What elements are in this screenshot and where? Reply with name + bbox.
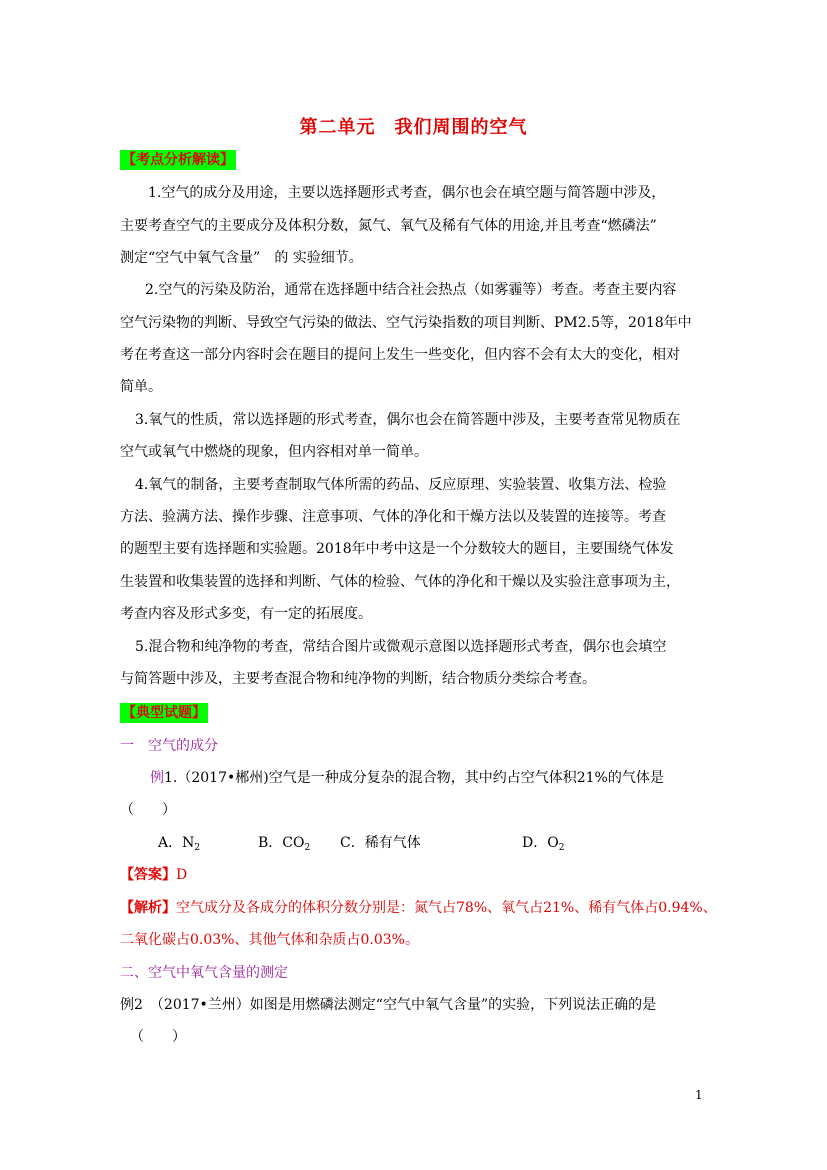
analysis-line: 3.氧气的性质，常以选择题的形式考查，偶尔也会在简答题中涉及，主要考查常见物质在 xyxy=(135,412,681,428)
analysis-line: 主要考查空气的主要成分及体积分数，氮气、氧气及稀有气体的用途,并且考查“燃磷法” xyxy=(120,218,657,234)
analysis-line: 空气或氧气中燃烧的现象，但内容相对单一简单。 xyxy=(120,444,428,460)
analysis-line: 简单。 xyxy=(120,379,162,395)
option-b-text: B．CO xyxy=(258,835,305,851)
analysis-label: 【解析】 xyxy=(120,900,176,916)
example2-question: 例2 （2017•兰州）如图是用燃磷法测定“空气中氧气含量”的实验，下列说法正确的是 xyxy=(120,997,657,1013)
example1-answer xyxy=(120,865,187,885)
example1-question-text: 1.（2017•郴州)空气是一种成分复杂的混合物，其中约占空气体积21%的气体是 xyxy=(164,770,664,786)
option-c xyxy=(340,833,421,853)
analysis-line: 1.空气的成分及用途，主要以选择题形式考查，偶尔也会在填空题与简答题中涉及， xyxy=(148,185,666,201)
answer-value: D xyxy=(176,867,188,883)
example2-bracket: （ ） xyxy=(130,1029,186,1045)
example1-analysis-line1 xyxy=(120,898,717,918)
option-c-text: C．稀有气体 xyxy=(340,835,421,851)
analysis-text-1: 空气成分及各成分的体积分数分别是：氮气占78%、氧气占21%、稀有气体占0.94%、 xyxy=(176,900,717,916)
analysis-line: 与简答题中涉及，主要考查混合物和纯净物的判断，结合物质分类综合考查。 xyxy=(120,671,596,687)
page-number: 1 xyxy=(695,1088,703,1102)
option-d-sub: 2 xyxy=(558,843,565,853)
analysis-line: 空气污染物的判断、导致空气污染的做法、空气污染指数的项目判断、PM2.5等，2018年中 xyxy=(120,315,692,331)
analysis-line: 考在考查这一部分内容时会在题目的提问上发生一些变化，但内容不会有太大的变化，相对 xyxy=(120,347,680,363)
example-label: 例 xyxy=(150,770,164,786)
option-d xyxy=(522,833,564,858)
option-d-text: D．O xyxy=(522,835,559,851)
page-title: 第二单元 我们周围的空气 xyxy=(299,117,528,138)
option-b-sub: 2 xyxy=(304,843,311,853)
analysis-line: 5.混合物和纯净物的考查，常结合图片或微观示意图以选择题形式考查，偶尔也会填空 xyxy=(135,639,667,655)
section-tag-analysis: 【考点分析解读】 xyxy=(122,152,234,168)
option-b xyxy=(258,833,310,858)
analysis-line: 4.氧气的制备，主要考查制取气体所需的药品、反应原理、实验装置、收集方法、检验 xyxy=(135,477,667,493)
example1-bracket: （ ） xyxy=(120,802,176,818)
example1-question xyxy=(150,768,664,788)
analysis-line: 生装置和收集装置的选择和判断、气体的检验、气体的净化和干燥以及实验注意事项为主， xyxy=(120,574,680,590)
section-tag-examples: 【典型试题】 xyxy=(122,705,206,721)
analysis-line: 考查内容及形式多变，有一定的拓展度。 xyxy=(120,606,372,622)
part2-heading: 二、空气中氧气含量的测定 xyxy=(120,965,288,981)
part1-heading: 一 空气的成分 xyxy=(120,738,218,754)
option-a-sub: 2 xyxy=(194,843,201,853)
analysis-line: 2.空气的污染及防治，通常在选择题中结合社会热点（如雾霾等）考查。考查主要内容 xyxy=(145,282,677,298)
analysis-line: 的题型主要有选择题和实验题。2018年中考中这是一个分数较大的题目，主要围绕气体发 xyxy=(120,541,674,557)
analysis-line: 测定“空气中氧气含量” 的 实验细节。 xyxy=(120,250,363,266)
option-a xyxy=(158,833,200,858)
option-a-text: A．N xyxy=(158,835,195,851)
example1-analysis-line2: 二氧化碳占0.03%、其他气体和杂质占0.03%。 xyxy=(120,932,419,948)
answer-label: 【答案】 xyxy=(120,867,176,883)
analysis-line: 方法、验满方法、操作步骤、注意事项、气体的净化和干燥方法以及装置的连接等。考查 xyxy=(120,509,666,525)
